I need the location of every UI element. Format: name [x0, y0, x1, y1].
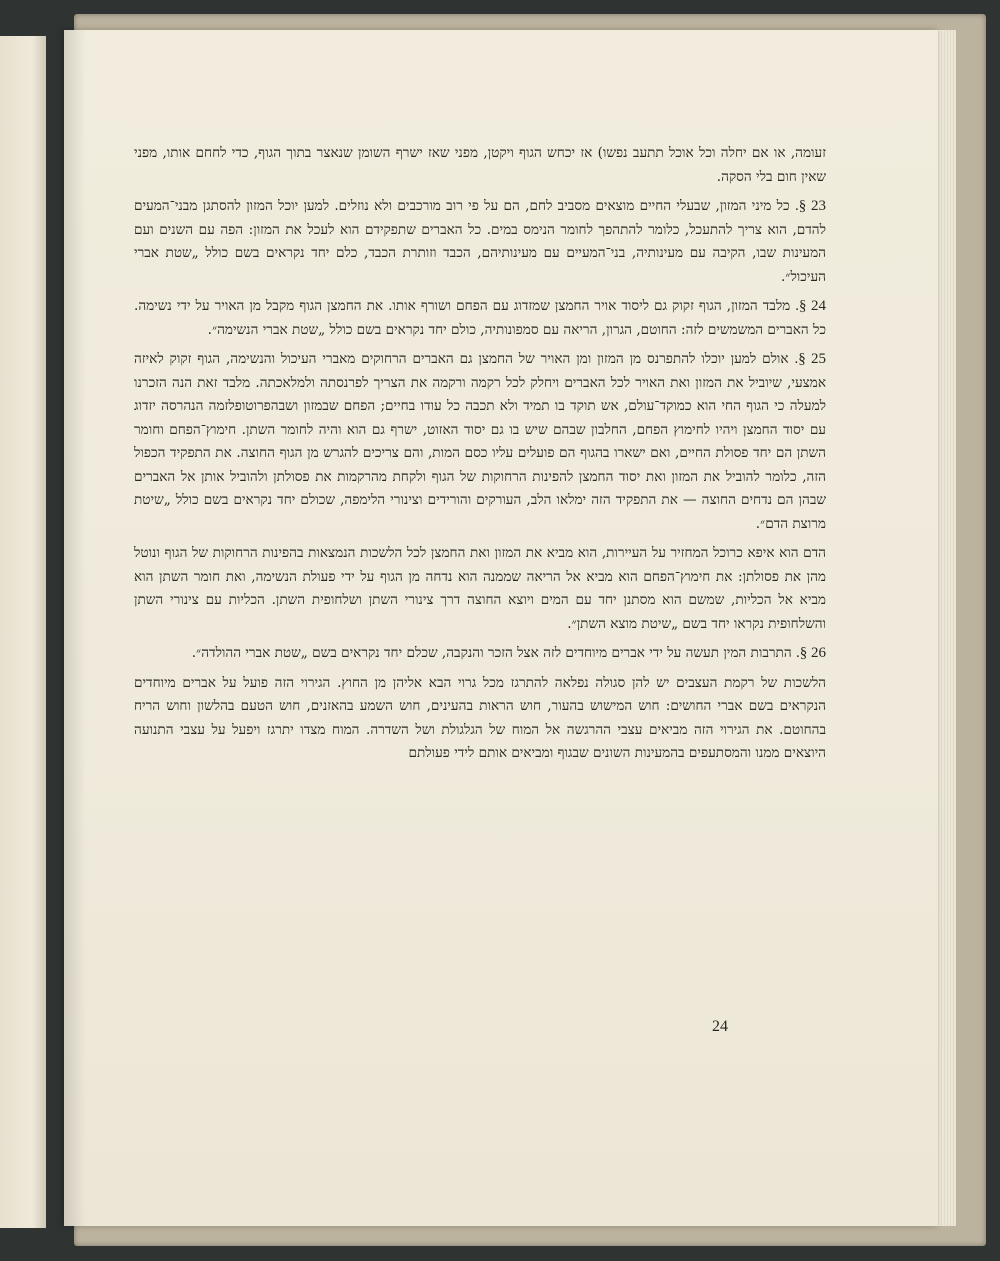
section-number: 24 §. — [795, 298, 827, 314]
paragraph-blood — [134, 542, 826, 636]
paragraph-text: אולם למען יוכלו להתפרנס מן המזון ומן האויר של החמצן גם האברים הרחוקים מאברי העיכול והנשימה, הגוף זקוק לאיזה אמצעי, שיוביל את המזון ואת האויר לכל האברים ויחלק לכל רקמה ורקמה את הצריך לפרנסתה ולמלאכתה. מלבד זאת הנה הזכרנו למעלה כי הגוף החי הוא כמוקד־עולם, אש תוקד בו תמיד ולא תכבה כל עודו בחיים; הפחם שבמזון ושבהפרוטופלזמה הנהרסה יזדוג עם יסוד החמצן ויהיו לחימוץ הפחם, החלבון שבהם שיש בו גם יסוד האזוט, ישרף גם הוא והיה לחומר השתן. חימוץ־הפחם וחומר השתן הם יחד פסולת החיים, ואם ישארו בהגוף הם פועלים עליו כסם המות, והם צריכים להגרש מן הגוף החוצה. את התפקיד הכפול הזה, כלומר להוביל את המזון ואת יסוד החמצן להפינות הרחוקות של הגוף ולקחת מהרקמות את פסולתן ולהוביל אותן אל האברים שבהן הם נדחים החוצה — את התפקיד הזה ימלאו הלב, העורקים והורידים וצינורי הלימפה, שכולם יחד נקראים בשם כולל „שיטת מרוצת הדם״. — [134, 351, 827, 532]
paragraph-text: הלשכות של רקמת העצבים יש להן סגולה נפלאה להתרגז מכל גרוי הבא אליהן מן החוץ. הגירוי הזה פועל על אברים מיוחדים הנקראים בשם אברי החושים: חוש המישוש בהעור, חוש הראות בהעינים, חוש השמע בהאזנים, חוש הטעם בהלשון וחוש הריח בהחוטם. את הגירוי הזה מביאים עצבי ההרגשה אל המוח של הגלגולת ושל השדרה. המוח מצדו יתרגז ויפעל על עצבי התנועה היוצאים ממנו והמסתעפים בהמעינות השונים שבגוף ומביאים אותם לידי פעולתם — [134, 674, 826, 761]
paragraph-section-23 — [134, 195, 826, 289]
paragraph-text: התרבות המין תעשה על ידי אברים מיוחדים לזה אצל הזכר והנקבה, שכלם יחד נקראים בשם „שטת אברי ההולדה״. — [191, 645, 792, 661]
section-number: 25 §. — [794, 351, 827, 367]
paragraph-section-26 — [134, 642, 826, 666]
section-number: 23 §. — [795, 198, 826, 214]
paragraph-section-25 — [134, 348, 826, 536]
page-number: 24 — [712, 1018, 728, 1035]
paragraph-text: מלבד המזון, הגוף זקוק גם ליסוד אויר החמצן שמזדוג עם הפחם ושורף אותו. את החמצן הגוף מקבל מן האויר על ידי נשימה. כל האברים המשמשים לזה: החוטם, הגרון, הריאה עם סמפונותיה, כולם יחד נקראים בשם כולל „שטת אברי הנשימה״. — [134, 298, 826, 338]
paragraph-section-24 — [134, 295, 826, 342]
paragraph-continued — [134, 142, 826, 189]
paragraph-text: הדם הוא איפא כרוכל המחזיר על העיירות, הוא מביא את המזון ואת החמצן לכל הלשכות הנמצאות בהפינות הרחוקות של הגוף ונוטל מהן את פסולתן: את חימוץ־הפחם הוא מביא אל הריאה שממנה הוא נדחה מן הגוף על ידי פעולת הנשימה, ואת חומר השתן הוא מביא אל הכליות, שמשם הוא מסתנן יחד עם המים ויוצא החוצה דרך צינורי השתן ושלחופית השתן. הכליות עם צינורי השתן והשלחופית נקראו יחד בשם „שיטת מוצא השתן״. — [134, 545, 826, 632]
paragraph-nerves — [134, 672, 826, 766]
book-page — [64, 30, 938, 1226]
paragraph-text: זעומה, או אם יחלה וכל אוכל תתעב נפשו) אז יכחש הגוף ויקטן, מפני שאז ישרף השומן שנאצר בתוך הגוף, כדי לחחם אותו, מפני שאין חום בלי הסקה. — [134, 145, 826, 185]
section-number: 26 §. — [796, 645, 826, 661]
paragraph-text: כל מיני המזון, שבעלי החיים מוצאים מסביב לחם, הם על פי רוב מורכבים ולא נוזלים. למען יוכל המזון להסתגן מבני־המעים להדם, הוא צריך להתעכל, כלומר להתהפך לחומר הנימס במים. כל האברים שתפקידם הוא לעכל את המזון: הפה עם השנים ועם המעינות שבו, הקיבה עם מעינותיה, בני־המעיים עם מעינותיהם, הכבד וזותרת הכבד, כלם יחד נקראים בשם כולל „שטת אברי העיכול״. — [134, 198, 826, 285]
page-text — [134, 142, 826, 772]
gutter-shadow — [64, 30, 86, 1226]
left-page-edge — [0, 36, 46, 1228]
